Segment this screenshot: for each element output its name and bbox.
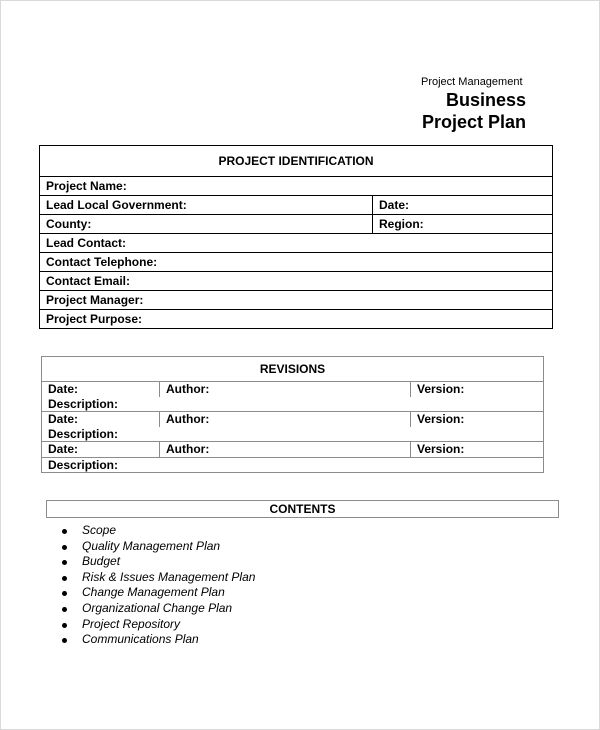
- revision-description-field[interactable]: Description:: [48, 396, 119, 411]
- list-item: [62, 601, 255, 617]
- revision-date-field[interactable]: Date:: [42, 412, 160, 427]
- contents-item-label: Organizational Change Plan: [82, 600, 233, 615]
- revision-author-field[interactable]: Author:: [160, 382, 411, 397]
- list-item: [62, 539, 255, 555]
- document-title-line2: Project Plan: [421, 112, 526, 132]
- document-title-line1: Business: [445, 90, 526, 110]
- project-identification-table: [39, 145, 553, 329]
- list-item: [62, 632, 255, 648]
- project-identification-title: PROJECT IDENTIFICATION: [218, 154, 374, 168]
- revision-version-field[interactable]: Version:: [411, 412, 544, 427]
- revisions-title: REVISIONS: [42, 357, 544, 382]
- revisions-table: [41, 356, 544, 473]
- bullet-icon: [62, 623, 67, 628]
- contents-list: [62, 523, 255, 648]
- contents-item-label: Quality Management Plan: [82, 538, 221, 553]
- lead-contact-field[interactable]: Lead Contact:: [40, 234, 553, 253]
- list-item: [62, 617, 255, 633]
- bullet-icon: [62, 591, 67, 596]
- bullet-icon: [62, 529, 67, 534]
- header-subtitle: Project Management: [421, 76, 523, 88]
- county-field[interactable]: County:: [40, 215, 373, 234]
- list-item: [62, 585, 255, 601]
- revision-description-field[interactable]: Description:: [48, 426, 119, 441]
- list-item: [62, 570, 255, 586]
- contents-item-label: Communications Plan: [82, 632, 199, 647]
- region-field[interactable]: Region:: [373, 215, 553, 234]
- contact-email-field[interactable]: Contact Email:: [40, 272, 553, 291]
- contents-item-label: Scope: [82, 523, 117, 537]
- contents-item-label: Budget: [82, 554, 121, 569]
- contact-telephone-field[interactable]: Contact Telephone:: [40, 253, 553, 272]
- project-name-field[interactable]: Project Name:: [40, 177, 553, 196]
- list-item: [62, 523, 255, 539]
- project-purpose-field[interactable]: Project Purpose:: [40, 310, 553, 329]
- lead-government-field[interactable]: Lead Local Government:: [40, 196, 373, 215]
- revision-author-field[interactable]: Author:: [160, 442, 411, 458]
- list-item: [62, 554, 255, 570]
- contents-item-label: Project Repository: [82, 616, 181, 631]
- contents-item-label: Change Management Plan: [82, 585, 225, 600]
- bullet-icon: [62, 560, 67, 565]
- revision-author-field[interactable]: Author:: [160, 412, 411, 427]
- bullet-icon: [62, 576, 67, 581]
- bullet-icon: [62, 638, 67, 643]
- project-manager-field[interactable]: Project Manager:: [40, 291, 553, 310]
- revision-version-field[interactable]: Version:: [411, 382, 544, 397]
- date-field[interactable]: Date:: [373, 196, 553, 215]
- contents-heading: CONTENTS: [46, 500, 559, 518]
- bullet-icon: [62, 545, 67, 550]
- revision-version-field[interactable]: Version:: [411, 442, 544, 458]
- bullet-icon: [62, 607, 67, 612]
- revision-date-field[interactable]: Date:: [48, 382, 79, 397]
- revision-date-field[interactable]: Date:: [42, 442, 160, 458]
- revision-description-field[interactable]: Description:: [42, 457, 544, 473]
- contents-item-label: Risk & Issues Management Plan: [82, 569, 256, 584]
